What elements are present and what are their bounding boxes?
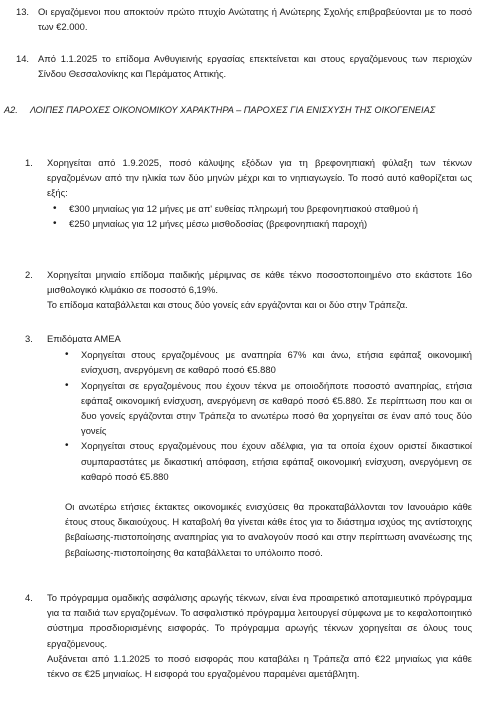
item-paragraph: Οι ανωτέρω ετήσιες έκτακτες οικονομικές ενισχύσεις θα προκαταβάλλονται τον Ιανουάριο κάθε έτους στους δικαιούχους. Η καταβολή θα γίνεται κάθε έτος για το διάστημα ισχύος της αντίστοιχης βεβαίωσης-πιστοποίησης αναπηρίας για το αναλογούν ποσό και στην περίπτωση ανανέωσης της βεβαίωσης-πιστοποίησης θα καταβάλλεται το υπόλοιπο ποσό. <box>65 501 472 558</box>
bullet-list <box>53 201 433 231</box>
item-number: 3. <box>25 333 33 344</box>
item-number: 13. <box>16 6 30 17</box>
section-code: A2. <box>4 105 18 115</box>
list-bullet: • Χορηγείται στους εργαζομένους με αναπηρία 67% και άνω, ετήσια εφάπαξ οικονομική ενίσχυση, ανεργόμενη σε καθαρό ποσό €5.880 <box>65 347 472 377</box>
list-item-2 <box>25 267 472 313</box>
list-bullet: • Χορηγείται στους εργαζομένους που έχουν αδέλφια, για τα οποία έχουν οριστεί δικαστικοί συμπαραστάτες με δικαστική απόφαση, ετήσια εφάπαξ οικονομική ενίσχυση, ανεργόμενη σε καθαρό ποσό €5.880 <box>65 438 472 484</box>
item-text-2: Αυξάνεται από 1.1.2025 το ποσό εισφοράς που καταβάλει η Τράπεζα από €22 μηνιαίως για κάθε τέκνο σε €25 μηνιαίως. Η εισφορά του εργαζομένου παραμένει αμετάβλητη. <box>47 652 472 680</box>
item-text: Χορηγείται μηνιαίο επίδομα παιδικής μέριμνας σε κάθε τέκνο ποσοστοποιημένο στο εκάστοτε 16ο μισθολογικό κλιμάκιο σε ποσοστό 6,19%. <box>47 269 472 296</box>
item-text: Το πρόγραμμα ομαδικής ασφάλισης αρωγής τέκνων, είναι ένα προαιρετικό αποταμιευτικό πρόγραμμα για τα παιδιά των εργαζομένων. Το ασφαλιστικό πρόγραμμα λειτουργεί σύμφωνα με το κεφαλοποιητικό σύστημα προσδιορισμένης εισφοράς. Το πρόγραμμα αρωγής τέκνων χορηγείται σε όλους τους εργαζόμενους. <box>47 592 472 649</box>
section-title: ΛΟΙΠΕΣ ΠΑΡΟΧΕΣ ΟΙΚΟΝΟΜΙΚΟΥ ΧΑΡΑΚΤΗΡΑ – ΠΑΡΟΧΕΣ ΓΙΑ ΕΝΙΣΧΥΣΗ ΤΗΣ ΟΙΚΟΓΕΝΕΙΑΣ <box>30 105 436 115</box>
item-13 <box>16 4 472 34</box>
section-heading <box>4 103 474 118</box>
list-bullet: • Χορηγείται σε εργαζομένους που έχουν τέκνα με οποιοδήποτε ποσοστό αναπηρίας, ετήσια εφάπαξ οικονομική ενίσχυση, ανεργόμενη σε καθαρό ποσό €5.880. Σε περίπτωση που και οι δυο γονείς εργάζονται στην Τράπεζα το ανωτέρω ποσό θα χορηγείται σε έναν από τους δύο γονείς <box>65 378 472 439</box>
item-text-2: Το επίδομα καταβάλλεται και στους δύο γονείς εάν εργάζονται και οι δύο στην Τράπεζα. <box>47 299 408 311</box>
item-title: Επιδόματα ΑΜΕΑ <box>47 333 121 344</box>
item-text: Από 1.1.2025 το επίδομα Ανθυγιεινής εργασίας επεκτείνεται και στους εργαζόμενους των περιοχών Σίνδου Θεσσαλονίκης και Περάματος Αττικής. <box>38 53 472 80</box>
item-text: Χορηγείται από 1.9.2025, ποσό κάλυψης εξόδων για τη βρεφονηπιακή φύλαξη των τέκνων εργαζομένων από την ηλικία των δύο μηνών μέχρι και το νηπιαγωγείο. Το ποσό αυτό καθορίζεται ως εξής: <box>47 157 472 199</box>
item-number: 4. <box>25 592 33 603</box>
item-number: 1. <box>25 157 33 168</box>
list-item-3 <box>25 331 472 560</box>
list-item-1 <box>25 155 472 231</box>
list-bullet: • €250 μηνιαίως για 12 μήνες μέσω μισθοδοσίας (βρεφονηπιακή παροχή) <box>53 216 433 231</box>
list-item-4 <box>25 590 472 681</box>
item-number: 14. <box>16 53 30 64</box>
item-number: 2. <box>25 269 33 280</box>
list-bullet: • €300 μηνιαίως για 12 μήνες με απ' ευθείας πληρωμή του βρεφονηπιακού σταθμού ή <box>53 201 433 216</box>
bullet-list <box>65 347 472 484</box>
item-text: Οι εργαζόμενοι που αποκτούν πρώτο πτυχίο Ανώτατης ή Ανώτερης Σχολής επιβραβεύονται με το ποσό των €2.000. <box>38 6 472 33</box>
item-14 <box>16 51 472 81</box>
